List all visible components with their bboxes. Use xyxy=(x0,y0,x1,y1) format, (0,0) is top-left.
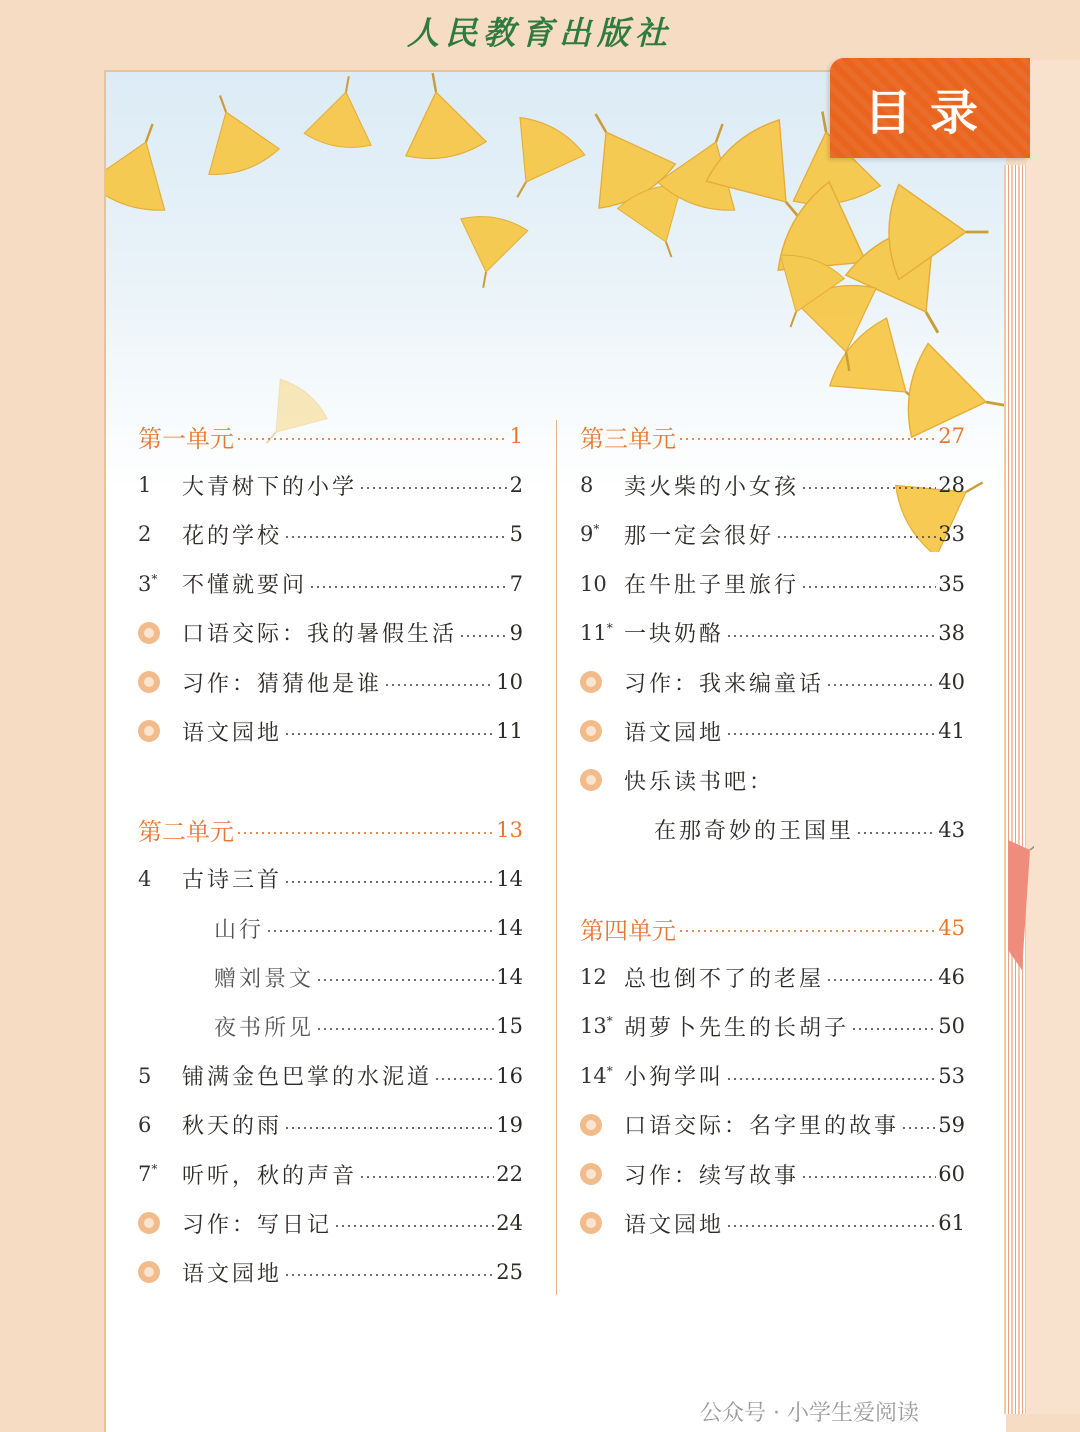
toc-tab xyxy=(830,58,1030,158)
unit-heading[interactable] xyxy=(580,908,965,948)
dot-leader xyxy=(266,930,494,932)
bookmark-ribbon xyxy=(1004,840,1034,970)
lesson-number: 1 xyxy=(138,473,152,498)
page-number: 27 xyxy=(938,424,965,448)
poem-entry[interactable] xyxy=(138,957,523,997)
page-number: 53 xyxy=(938,1063,965,1088)
dot-leader xyxy=(316,1028,494,1030)
dot-leader xyxy=(284,1274,494,1276)
entry-title: 语文园地 xyxy=(182,1261,283,1287)
dot-leader xyxy=(776,536,936,538)
dot-leader xyxy=(801,487,936,489)
page-number: 11 xyxy=(496,719,523,744)
dot-leader xyxy=(284,733,494,735)
lesson-number: 12 xyxy=(580,965,607,990)
unit-heading[interactable] xyxy=(580,416,965,456)
lesson-number: 11* xyxy=(580,620,613,645)
circle-bullet-icon xyxy=(138,1212,160,1234)
page-number: 14 xyxy=(496,866,523,891)
page-number: 1 xyxy=(509,424,523,448)
page-number: 28 xyxy=(938,473,965,498)
entry-title: 小狗学叫 xyxy=(624,1065,725,1091)
page-number: 43 xyxy=(938,817,965,842)
toc-entry[interactable] xyxy=(580,613,965,653)
entry-title: 秋天的雨 xyxy=(182,1114,283,1140)
page-number: 14 xyxy=(496,965,523,990)
dot-leader xyxy=(316,979,494,981)
dot-leader xyxy=(801,586,936,588)
entry-title: 第四单元 xyxy=(580,916,676,945)
page-number: 7 xyxy=(509,571,523,596)
lesson-number: 4 xyxy=(138,866,152,891)
entry-title: 卖火柴的小女孩 xyxy=(624,474,800,500)
dot-leader xyxy=(459,635,508,637)
entry-title: 一块奶酪 xyxy=(624,622,725,648)
entry-title: 花的学校 xyxy=(182,523,283,549)
column-divider xyxy=(556,420,557,1295)
entry-title: 在牛肚子里旅行 xyxy=(624,573,800,599)
lesson-number: 2 xyxy=(138,522,152,547)
entry-title: 在那奇妙的王国里 xyxy=(654,819,855,845)
dot-leader xyxy=(901,1127,936,1129)
entry-title: 总也倒不了的老屋 xyxy=(624,966,825,992)
entry-title: 夜书所见 xyxy=(214,1015,315,1041)
entry-title: 习作：猜猜他是谁 xyxy=(182,671,383,697)
entry-title: 第三单元 xyxy=(580,424,676,453)
page-number: 35 xyxy=(938,571,965,596)
page-number: 14 xyxy=(496,916,523,940)
page-number: 25 xyxy=(496,1260,523,1285)
dot-leader xyxy=(726,733,936,735)
entry-title: 语文园地 xyxy=(182,720,283,746)
toc-entry[interactable] xyxy=(138,1056,523,1096)
page-number: 38 xyxy=(938,620,965,645)
circle-bullet-icon xyxy=(138,720,160,742)
dot-leader xyxy=(826,684,936,686)
toc-entry[interactable] xyxy=(138,1154,523,1194)
poem-entry[interactable] xyxy=(138,908,523,948)
page-number: 45 xyxy=(938,916,965,940)
optional-lesson-star: * xyxy=(593,522,600,537)
dot-leader xyxy=(726,635,936,637)
page-number: 16 xyxy=(496,1063,523,1088)
book-margin xyxy=(1026,60,1080,1414)
entry-title: 快乐读书吧： xyxy=(624,769,775,795)
lesson-number: 7* xyxy=(138,1162,158,1186)
entry-title: 习作：写日记 xyxy=(182,1212,333,1238)
dot-leader xyxy=(726,1078,936,1080)
page-number: 19 xyxy=(496,1112,523,1137)
toc-entry-continued[interactable] xyxy=(580,810,965,850)
circle-bullet-icon xyxy=(580,671,602,693)
page-number: 41 xyxy=(938,719,965,744)
entry-title: 习作：我来编童话 xyxy=(624,671,825,697)
dot-leader xyxy=(359,487,508,489)
dot-leader xyxy=(359,1176,494,1178)
page-number: 61 xyxy=(938,1211,965,1236)
dot-leader xyxy=(678,930,936,932)
optional-lesson-star: * xyxy=(151,1162,158,1176)
toc-entry[interactable] xyxy=(138,564,523,604)
dot-leader xyxy=(309,586,508,588)
circle-bullet-icon xyxy=(138,1261,160,1283)
activity-entry[interactable] xyxy=(138,1203,523,1243)
activity-entry[interactable] xyxy=(580,711,965,751)
activity-entry[interactable] xyxy=(580,760,965,800)
activity-entry[interactable] xyxy=(580,662,965,702)
toc-title: 目录 xyxy=(863,84,996,141)
optional-lesson-star: * xyxy=(151,571,158,586)
dot-leader xyxy=(434,1078,494,1080)
lesson-number: 9* xyxy=(580,522,600,547)
book-page-edges xyxy=(1004,165,1026,1414)
circle-bullet-icon xyxy=(580,769,602,791)
toc-entry[interactable] xyxy=(580,1056,965,1096)
activity-entry[interactable] xyxy=(138,613,523,653)
page-number: 13 xyxy=(496,817,523,842)
toc-entry[interactable] xyxy=(138,859,523,899)
page-number: 46 xyxy=(938,965,965,990)
activity-entry[interactable] xyxy=(138,1252,523,1292)
entry-title: 大青树下的小学 xyxy=(182,474,358,500)
activity-entry[interactable] xyxy=(580,1154,965,1194)
circle-bullet-icon xyxy=(580,1114,602,1136)
circle-bullet-icon xyxy=(580,720,602,742)
entry-title: 习作：续写故事 xyxy=(624,1163,800,1189)
circle-bullet-icon xyxy=(138,622,160,644)
toc-entry[interactable] xyxy=(580,514,965,554)
activity-entry[interactable] xyxy=(580,1203,965,1243)
entry-title: 口语交际：名字里的故事 xyxy=(624,1114,900,1140)
page-number: 9 xyxy=(509,620,523,645)
activity-entry[interactable] xyxy=(580,1105,965,1145)
dot-leader xyxy=(236,438,508,440)
page-number: 40 xyxy=(938,670,965,694)
activity-entry[interactable] xyxy=(138,711,523,751)
page-number: 5 xyxy=(509,522,523,547)
circle-bullet-icon xyxy=(138,671,160,693)
dot-leader xyxy=(856,832,936,834)
entry-title: 赠刘景文 xyxy=(214,966,315,992)
entry-title: 语文园地 xyxy=(624,720,725,746)
page-number: 22 xyxy=(496,1162,523,1186)
optional-lesson-star: * xyxy=(606,1014,613,1029)
page-number: 15 xyxy=(496,1014,523,1039)
toc-entry[interactable] xyxy=(580,1006,965,1046)
optional-lesson-star: * xyxy=(606,620,613,635)
page-number: 2 xyxy=(509,473,523,498)
toc-entry[interactable] xyxy=(580,465,965,505)
entry-title: 口语交际：我的暑假生活 xyxy=(182,622,458,648)
dot-leader xyxy=(284,881,494,883)
lesson-number: 13* xyxy=(580,1014,613,1039)
optional-lesson-star: * xyxy=(606,1063,613,1078)
page-number: 24 xyxy=(496,1211,523,1236)
poem-entry[interactable] xyxy=(138,1006,523,1046)
toc-entry[interactable] xyxy=(580,957,965,997)
publisher-logo: 人民教育出版社 xyxy=(406,14,673,52)
page-number: 50 xyxy=(938,1014,965,1039)
dot-leader xyxy=(284,536,508,538)
entry-title: 第二单元 xyxy=(138,818,234,847)
page-number: 60 xyxy=(938,1162,965,1186)
entry-title: 铺满金色巴掌的水泥道 xyxy=(182,1065,433,1091)
dot-leader xyxy=(826,979,936,981)
dot-leader xyxy=(284,1127,494,1129)
page-number: 10 xyxy=(496,670,523,694)
dot-leader xyxy=(726,1225,936,1227)
dot-leader xyxy=(851,1028,936,1030)
lesson-number: 5 xyxy=(138,1063,152,1088)
lesson-number: 10 xyxy=(580,571,607,596)
unit-heading[interactable] xyxy=(138,416,523,456)
toc-entry[interactable] xyxy=(138,1105,523,1145)
entry-title: 古诗三首 xyxy=(182,868,283,894)
dot-leader xyxy=(678,438,936,440)
lesson-number: 3* xyxy=(138,571,158,596)
dot-leader xyxy=(334,1225,494,1227)
entry-title: 不懂就要问 xyxy=(182,573,308,599)
activity-entry[interactable] xyxy=(138,662,523,702)
page-number: 33 xyxy=(938,522,965,547)
entry-title: 山行 xyxy=(214,917,265,943)
circle-bullet-icon xyxy=(580,1163,602,1185)
entry-title: 听听，秋的声音 xyxy=(182,1163,358,1189)
entry-title: 语文园地 xyxy=(624,1212,725,1238)
lesson-number: 6 xyxy=(138,1112,152,1137)
dot-leader xyxy=(801,1176,936,1178)
toc-entry[interactable] xyxy=(138,514,523,554)
unit-heading[interactable] xyxy=(138,810,523,850)
toc-entry[interactable] xyxy=(580,564,965,604)
entry-title: 胡萝卜先生的长胡子 xyxy=(624,1015,850,1041)
watermark: 公众号 · 小学生爱阅读 xyxy=(700,1401,919,1426)
entry-title: 那一定会很好 xyxy=(624,523,775,549)
toc-entry[interactable] xyxy=(138,465,523,505)
circle-bullet-icon xyxy=(580,1212,602,1234)
lesson-number: 8 xyxy=(580,473,594,498)
dot-leader xyxy=(236,832,494,834)
entry-title: 第一单元 xyxy=(138,424,234,453)
dot-leader xyxy=(384,684,494,686)
page-number: 59 xyxy=(938,1112,965,1137)
lesson-number: 14* xyxy=(580,1063,613,1088)
